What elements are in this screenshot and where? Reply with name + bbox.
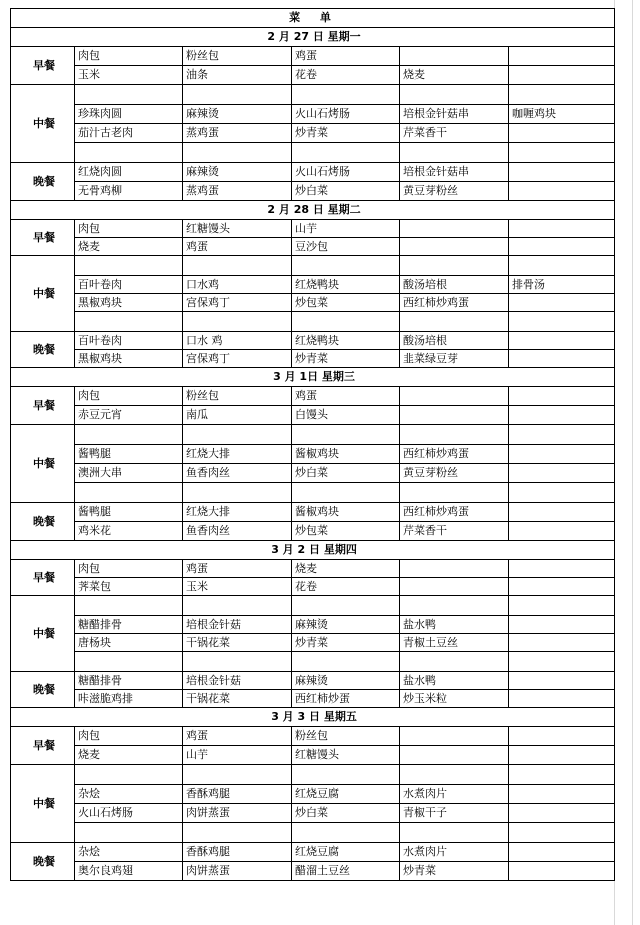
dish-cell[interactable]: 香酥鸡腿 bbox=[183, 843, 292, 862]
dish-cell[interactable]: 炒包菜 bbox=[292, 294, 400, 312]
dish-cell[interactable] bbox=[509, 85, 615, 105]
dish-cell[interactable]: 糖醋排骨 bbox=[75, 616, 183, 634]
dish-cell[interactable]: 粉丝包 bbox=[292, 727, 400, 746]
dish-cell[interactable]: 排骨汤 bbox=[509, 276, 615, 294]
dish-cell[interactable] bbox=[509, 312, 615, 332]
dish-cell[interactable]: 澳洲大串 bbox=[75, 464, 183, 483]
meal-label: 中餐 bbox=[11, 256, 75, 332]
dish-cell[interactable] bbox=[509, 862, 615, 881]
dish-cell[interactable] bbox=[509, 596, 615, 616]
menu-row bbox=[11, 312, 615, 332]
title-row bbox=[11, 9, 615, 28]
dish-cell[interactable] bbox=[509, 483, 615, 503]
dish-cell[interactable] bbox=[509, 294, 615, 312]
menu-row bbox=[11, 823, 615, 843]
meal-label: 中餐 bbox=[11, 85, 75, 163]
menu-row bbox=[11, 616, 615, 634]
menu-row bbox=[11, 105, 615, 124]
dish-cell[interactable] bbox=[75, 425, 183, 445]
dish-cell[interactable]: 荠菜包 bbox=[75, 578, 183, 596]
dish-cell[interactable] bbox=[183, 256, 292, 276]
dish-cell[interactable]: 黄豆芽粉丝 bbox=[400, 464, 509, 483]
dish-cell[interactable] bbox=[183, 143, 292, 163]
menu-row bbox=[11, 66, 615, 85]
dish-cell[interactable]: 水煮肉片 bbox=[400, 785, 509, 804]
dish-cell[interactable]: 鱼香肉丝 bbox=[183, 464, 292, 483]
dish-cell[interactable]: 红糖馒头 bbox=[183, 220, 292, 238]
dish-cell[interactable]: 红烧大排 bbox=[183, 445, 292, 464]
dish-cell[interactable] bbox=[75, 312, 183, 332]
dish-cell[interactable] bbox=[400, 727, 509, 746]
dish-cell[interactable]: 火山石烤肠 bbox=[292, 163, 400, 182]
menu-row bbox=[11, 746, 615, 765]
menu-row bbox=[11, 464, 615, 483]
dish-cell[interactable]: 西红柿炒鸡蛋 bbox=[400, 294, 509, 312]
meal-label: 晚餐 bbox=[11, 672, 75, 708]
menu-row bbox=[11, 350, 615, 368]
dish-cell[interactable]: 水煮肉片 bbox=[400, 843, 509, 862]
date-row bbox=[11, 541, 615, 560]
dish-cell[interactable] bbox=[400, 387, 509, 406]
dish-cell[interactable]: 酸汤培根 bbox=[400, 332, 509, 350]
dish-cell[interactable]: 鸡蛋 bbox=[292, 47, 400, 66]
menu-row bbox=[11, 387, 615, 406]
dish-cell[interactable]: 鸡蛋 bbox=[183, 238, 292, 256]
dish-cell[interactable] bbox=[400, 143, 509, 163]
dish-cell[interactable]: 珍珠肉圆 bbox=[75, 105, 183, 124]
dish-cell[interactable] bbox=[509, 332, 615, 350]
dish-cell[interactable] bbox=[183, 652, 292, 672]
dish-cell[interactable]: 茄汁古老肉 bbox=[75, 124, 183, 143]
menu-row bbox=[11, 804, 615, 823]
dish-cell[interactable]: 唐杨块 bbox=[75, 634, 183, 652]
date-header: 3 月 3 日 星期五 bbox=[11, 708, 615, 727]
menu-row bbox=[11, 445, 615, 464]
menu-row bbox=[11, 182, 615, 201]
date-row bbox=[11, 708, 615, 727]
dish-cell[interactable] bbox=[509, 47, 615, 66]
menu-row bbox=[11, 690, 615, 708]
dish-cell[interactable]: 培根金针菇 bbox=[183, 616, 292, 634]
dish-cell[interactable]: 百叶卷肉 bbox=[75, 276, 183, 294]
dish-cell[interactable] bbox=[75, 765, 183, 785]
dish-cell[interactable]: 麻辣烫 bbox=[292, 672, 400, 690]
dish-cell[interactable]: 肉包 bbox=[75, 220, 183, 238]
dish-cell[interactable]: 鸡蛋 bbox=[292, 387, 400, 406]
dish-cell[interactable]: 烧麦 bbox=[292, 560, 400, 578]
dish-cell[interactable] bbox=[400, 312, 509, 332]
dish-cell[interactable]: 香酥鸡腿 bbox=[183, 785, 292, 804]
dish-cell[interactable] bbox=[292, 765, 400, 785]
dish-cell[interactable]: 炒白菜 bbox=[292, 182, 400, 201]
dish-cell[interactable] bbox=[400, 746, 509, 765]
dish-cell[interactable] bbox=[292, 85, 400, 105]
menu-table bbox=[10, 8, 615, 881]
dish-cell[interactable] bbox=[509, 256, 615, 276]
dish-cell[interactable] bbox=[400, 220, 509, 238]
dish-cell[interactable] bbox=[75, 256, 183, 276]
dish-cell[interactable] bbox=[292, 256, 400, 276]
dish-cell[interactable] bbox=[292, 143, 400, 163]
menu-row bbox=[11, 862, 615, 881]
dish-cell[interactable] bbox=[509, 350, 615, 368]
menu-row bbox=[11, 220, 615, 238]
date-row bbox=[11, 368, 615, 387]
page-title: 菜 单 bbox=[11, 9, 615, 28]
dish-cell[interactable]: 油条 bbox=[183, 66, 292, 85]
dish-cell[interactable] bbox=[292, 312, 400, 332]
dish-cell[interactable]: 火山石烤肠 bbox=[75, 804, 183, 823]
dish-cell[interactable] bbox=[509, 445, 615, 464]
dish-cell[interactable]: 麻辣烫 bbox=[292, 616, 400, 634]
menu-row bbox=[11, 727, 615, 746]
dish-cell[interactable]: 红糖馒头 bbox=[292, 746, 400, 765]
dish-cell[interactable]: 鸡米花 bbox=[75, 522, 183, 541]
meal-label: 中餐 bbox=[11, 765, 75, 843]
dish-cell[interactable]: 酱椒鸡块 bbox=[292, 445, 400, 464]
dish-cell[interactable]: 山芋 bbox=[183, 746, 292, 765]
dish-cell[interactable] bbox=[509, 672, 615, 690]
dish-cell[interactable]: 山芋 bbox=[292, 220, 400, 238]
dish-cell[interactable]: 鸡蛋 bbox=[183, 560, 292, 578]
dish-cell[interactable]: 杂烩 bbox=[75, 843, 183, 862]
dish-cell[interactable]: 青椒土豆丝 bbox=[400, 634, 509, 652]
date-row bbox=[11, 28, 615, 47]
dish-cell[interactable]: 南瓜 bbox=[183, 406, 292, 425]
dish-cell[interactable]: 咖喱鸡块 bbox=[509, 105, 615, 124]
dish-cell[interactable]: 蒸鸡蛋 bbox=[183, 182, 292, 201]
dish-cell[interactable] bbox=[183, 312, 292, 332]
dish-cell[interactable] bbox=[509, 843, 615, 862]
date-header: 2 月 28 日 星期二 bbox=[11, 201, 615, 220]
dish-cell[interactable] bbox=[509, 823, 615, 843]
dish-cell[interactable]: 韭菜绿豆芽 bbox=[400, 350, 509, 368]
meal-label: 早餐 bbox=[11, 387, 75, 425]
dish-cell[interactable]: 炒青菜 bbox=[400, 862, 509, 881]
dish-cell[interactable]: 烧麦 bbox=[75, 238, 183, 256]
dish-cell[interactable] bbox=[509, 425, 615, 445]
dish-cell[interactable] bbox=[183, 483, 292, 503]
meal-label: 晚餐 bbox=[11, 843, 75, 881]
meal-label: 中餐 bbox=[11, 596, 75, 672]
dish-cell[interactable]: 蒸鸡蛋 bbox=[183, 124, 292, 143]
dish-cell[interactable] bbox=[183, 823, 292, 843]
dish-cell[interactable]: 红烧豆腐 bbox=[292, 785, 400, 804]
menu-row bbox=[11, 294, 615, 312]
dish-cell[interactable]: 红烧豆腐 bbox=[292, 843, 400, 862]
dish-cell[interactable]: 赤豆元宵 bbox=[75, 406, 183, 425]
dish-cell[interactable]: 干锅花菜 bbox=[183, 690, 292, 708]
dish-cell[interactable]: 醋溜土豆丝 bbox=[292, 862, 400, 881]
dish-cell[interactable]: 宫保鸡丁 bbox=[183, 350, 292, 368]
dish-cell[interactable] bbox=[400, 425, 509, 445]
dish-cell[interactable]: 玉米 bbox=[75, 66, 183, 85]
dish-cell[interactable]: 鸡蛋 bbox=[183, 727, 292, 746]
date-header: 3 月 2 日 星期四 bbox=[11, 541, 615, 560]
dish-cell[interactable]: 培根金针菇串 bbox=[400, 163, 509, 182]
dish-cell[interactable]: 红烧鸭块 bbox=[292, 332, 400, 350]
dish-cell[interactable] bbox=[400, 578, 509, 596]
dish-cell[interactable]: 酱鸭腿 bbox=[75, 445, 183, 464]
dish-cell[interactable] bbox=[400, 596, 509, 616]
menu-row bbox=[11, 503, 615, 522]
dish-cell[interactable]: 红烧大排 bbox=[183, 503, 292, 522]
dish-cell[interactable] bbox=[509, 163, 615, 182]
menu-row bbox=[11, 765, 615, 785]
dish-cell[interactable]: 宫保鸡丁 bbox=[183, 294, 292, 312]
dish-cell[interactable]: 鱼香肉丝 bbox=[183, 522, 292, 541]
menu-row bbox=[11, 596, 615, 616]
dish-cell[interactable] bbox=[509, 143, 615, 163]
dish-cell[interactable]: 糖醋排骨 bbox=[75, 672, 183, 690]
dish-cell[interactable]: 西红柿炒鸡蛋 bbox=[400, 503, 509, 522]
menu-row bbox=[11, 425, 615, 445]
menu-row bbox=[11, 143, 615, 163]
menu-row bbox=[11, 785, 615, 804]
meal-label: 晚餐 bbox=[11, 332, 75, 368]
dish-cell[interactable]: 炒白菜 bbox=[292, 804, 400, 823]
date-row bbox=[11, 201, 615, 220]
dish-cell[interactable]: 粉丝包 bbox=[183, 47, 292, 66]
dish-cell[interactable] bbox=[400, 256, 509, 276]
dish-cell[interactable]: 黄豆芽粉丝 bbox=[400, 182, 509, 201]
menu-row bbox=[11, 47, 615, 66]
dish-cell[interactable]: 无骨鸡柳 bbox=[75, 182, 183, 201]
dish-cell[interactable] bbox=[509, 464, 615, 483]
dish-cell[interactable] bbox=[183, 425, 292, 445]
dish-cell[interactable]: 百叶卷肉 bbox=[75, 332, 183, 350]
menu-row bbox=[11, 256, 615, 276]
dish-cell[interactable] bbox=[183, 765, 292, 785]
dish-cell[interactable] bbox=[509, 765, 615, 785]
dish-cell[interactable] bbox=[509, 634, 615, 652]
meal-label: 晚餐 bbox=[11, 163, 75, 201]
dish-cell[interactable]: 花卷 bbox=[292, 578, 400, 596]
dish-cell[interactable] bbox=[400, 85, 509, 105]
dish-cell[interactable] bbox=[509, 387, 615, 406]
dish-cell[interactable] bbox=[509, 238, 615, 256]
dish-cell[interactable] bbox=[509, 406, 615, 425]
meal-label: 晚餐 bbox=[11, 503, 75, 541]
dish-cell[interactable] bbox=[509, 522, 615, 541]
dish-cell[interactable]: 黑椒鸡块 bbox=[75, 294, 183, 312]
menu-row bbox=[11, 522, 615, 541]
dish-cell[interactable]: 肉饼蒸蛋 bbox=[183, 862, 292, 881]
dish-cell[interactable] bbox=[400, 406, 509, 425]
gridline bbox=[632, 0, 633, 925]
meal-label: 中餐 bbox=[11, 425, 75, 503]
dish-cell[interactable] bbox=[292, 823, 400, 843]
menu-row bbox=[11, 843, 615, 862]
dish-cell[interactable] bbox=[75, 143, 183, 163]
dish-cell[interactable] bbox=[292, 652, 400, 672]
dish-cell[interactable]: 咔滋脆鸡排 bbox=[75, 690, 183, 708]
dish-cell[interactable]: 盐水鸭 bbox=[400, 672, 509, 690]
dish-cell[interactable]: 西红柿炒鸡蛋 bbox=[400, 445, 509, 464]
meal-label: 早餐 bbox=[11, 560, 75, 596]
dish-cell[interactable]: 豆沙包 bbox=[292, 238, 400, 256]
dish-cell[interactable] bbox=[509, 578, 615, 596]
dish-cell[interactable] bbox=[400, 652, 509, 672]
dish-cell[interactable]: 杂烩 bbox=[75, 785, 183, 804]
menu-row bbox=[11, 672, 615, 690]
menu-row bbox=[11, 483, 615, 503]
dish-cell[interactable] bbox=[509, 503, 615, 522]
date-header: 3 月 1日 星期三 bbox=[11, 368, 615, 387]
dish-cell[interactable] bbox=[509, 785, 615, 804]
dish-cell[interactable]: 肉饼蒸蛋 bbox=[183, 804, 292, 823]
dish-cell[interactable] bbox=[75, 823, 183, 843]
menu-row bbox=[11, 124, 615, 143]
dish-cell[interactable] bbox=[400, 765, 509, 785]
dish-cell[interactable] bbox=[75, 483, 183, 503]
dish-cell[interactable]: 麻辣烫 bbox=[183, 105, 292, 124]
dish-cell[interactable]: 西红柿炒蛋 bbox=[292, 690, 400, 708]
dish-cell[interactable]: 酸汤培根 bbox=[400, 276, 509, 294]
dish-cell[interactable] bbox=[183, 85, 292, 105]
menu-row bbox=[11, 578, 615, 596]
dish-cell[interactable] bbox=[292, 596, 400, 616]
menu-row bbox=[11, 652, 615, 672]
dish-cell[interactable]: 肉包 bbox=[75, 47, 183, 66]
dish-cell[interactable]: 酱椒鸡块 bbox=[292, 503, 400, 522]
dish-cell[interactable]: 芹菜香干 bbox=[400, 124, 509, 143]
dish-cell[interactable] bbox=[509, 560, 615, 578]
dish-cell[interactable] bbox=[509, 727, 615, 746]
menu-row bbox=[11, 406, 615, 425]
dish-cell[interactable] bbox=[75, 596, 183, 616]
dish-cell[interactable]: 肉包 bbox=[75, 727, 183, 746]
date-header: 2 月 27 日 星期一 bbox=[11, 28, 615, 47]
dish-cell[interactable]: 炒青菜 bbox=[292, 350, 400, 368]
dish-cell[interactable] bbox=[183, 596, 292, 616]
dish-cell[interactable]: 培根金针菇 bbox=[183, 672, 292, 690]
dish-cell[interactable]: 炒青菜 bbox=[292, 634, 400, 652]
dish-cell[interactable] bbox=[400, 483, 509, 503]
dish-cell[interactable] bbox=[509, 182, 615, 201]
menu-row bbox=[11, 85, 615, 105]
dish-cell[interactable]: 炒白菜 bbox=[292, 464, 400, 483]
dish-cell[interactable] bbox=[509, 66, 615, 85]
dish-cell[interactable] bbox=[509, 690, 615, 708]
dish-cell[interactable] bbox=[509, 124, 615, 143]
dish-cell[interactable]: 炒包菜 bbox=[292, 522, 400, 541]
dish-cell[interactable]: 红烧鸭块 bbox=[292, 276, 400, 294]
dish-cell[interactable]: 培根金针菇串 bbox=[400, 105, 509, 124]
menu-row bbox=[11, 332, 615, 350]
menu-row bbox=[11, 634, 615, 652]
dish-cell[interactable]: 酱鸭腿 bbox=[75, 503, 183, 522]
menu-row bbox=[11, 560, 615, 578]
dish-cell[interactable]: 花卷 bbox=[292, 66, 400, 85]
dish-cell[interactable] bbox=[292, 425, 400, 445]
dish-cell[interactable] bbox=[75, 652, 183, 672]
dish-cell[interactable]: 玉米 bbox=[183, 578, 292, 596]
dish-cell[interactable]: 红烧肉圆 bbox=[75, 163, 183, 182]
dish-cell[interactable]: 烧麦 bbox=[400, 66, 509, 85]
dish-cell[interactable] bbox=[509, 616, 615, 634]
dish-cell[interactable]: 粉丝包 bbox=[183, 387, 292, 406]
dish-cell[interactable] bbox=[509, 746, 615, 765]
meal-label: 早餐 bbox=[11, 47, 75, 85]
dish-cell[interactable]: 黑椒鸡块 bbox=[75, 350, 183, 368]
dish-cell[interactable] bbox=[509, 652, 615, 672]
dish-cell[interactable] bbox=[400, 238, 509, 256]
dish-cell[interactable] bbox=[509, 220, 615, 238]
dish-cell[interactable] bbox=[400, 47, 509, 66]
dish-cell[interactable]: 火山石烤肠 bbox=[292, 105, 400, 124]
menu-row bbox=[11, 238, 615, 256]
dish-cell[interactable] bbox=[75, 85, 183, 105]
dish-cell[interactable]: 奥尔良鸡翅 bbox=[75, 862, 183, 881]
dish-cell[interactable]: 芹菜香干 bbox=[400, 522, 509, 541]
dish-cell[interactable] bbox=[509, 804, 615, 823]
dish-cell[interactable]: 肉包 bbox=[75, 387, 183, 406]
dish-cell[interactable]: 烧麦 bbox=[75, 746, 183, 765]
meal-label: 早餐 bbox=[11, 220, 75, 256]
dish-cell[interactable]: 白馒头 bbox=[292, 406, 400, 425]
dish-cell[interactable] bbox=[400, 823, 509, 843]
meal-label: 早餐 bbox=[11, 727, 75, 765]
dish-cell[interactable]: 炒青菜 bbox=[292, 124, 400, 143]
dish-cell[interactable]: 青椒干子 bbox=[400, 804, 509, 823]
dish-cell[interactable]: 肉包 bbox=[75, 560, 183, 578]
dish-cell[interactable]: 口水 鸡 bbox=[183, 332, 292, 350]
dish-cell[interactable]: 炒玉米粒 bbox=[400, 690, 509, 708]
dish-cell[interactable]: 干锅花菜 bbox=[183, 634, 292, 652]
dish-cell[interactable]: 盐水鸭 bbox=[400, 616, 509, 634]
dish-cell[interactable]: 麻辣烫 bbox=[183, 163, 292, 182]
dish-cell[interactable] bbox=[400, 560, 509, 578]
menu-row bbox=[11, 276, 615, 294]
dish-cell[interactable]: 口水鸡 bbox=[183, 276, 292, 294]
dish-cell[interactable] bbox=[292, 483, 400, 503]
menu-row bbox=[11, 163, 615, 182]
